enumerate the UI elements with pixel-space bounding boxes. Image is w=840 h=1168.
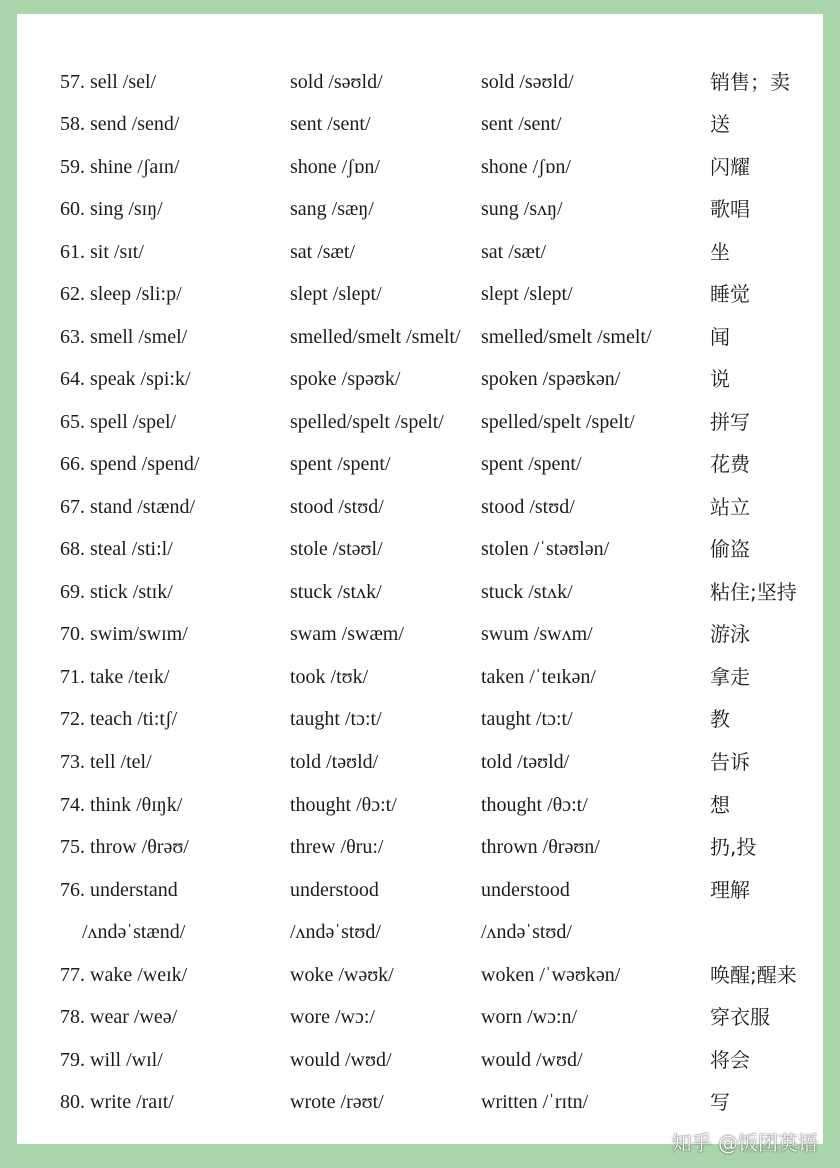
past-tense: taught /tɔ:t/ — [290, 708, 382, 730]
table-row — [17, 492, 823, 522]
base-form: 74. think /θɪŋk/ — [60, 794, 183, 816]
chinese-meaning: 站立 — [710, 495, 750, 519]
table-row — [17, 364, 823, 394]
base-form: 63. smell /smel/ — [60, 326, 188, 348]
past-tense: spelled/spelt /spelt/ — [290, 411, 444, 433]
base-form: 62. sleep /sli:p/ — [60, 283, 182, 305]
chinese-meaning: 拿走 — [710, 665, 750, 689]
past-tense: smelled/smelt /smelt/ — [290, 326, 461, 348]
chinese-meaning: 粘住;坚持 — [710, 580, 797, 604]
base-form: 80. write /raɪt/ — [60, 1091, 174, 1113]
past-tense: sat /sæt/ — [290, 241, 356, 263]
table-row — [17, 534, 823, 564]
base-form: 71. take /teɪk/ — [60, 666, 170, 688]
base-form: 70. swim/swɪm/ — [60, 623, 188, 645]
base-form: 57. sell /sel/ — [60, 71, 157, 93]
chinese-meaning: 想 — [710, 793, 730, 817]
chinese-meaning: 扔,投 — [710, 835, 757, 859]
table-row — [17, 1087, 823, 1117]
past-participle: sung /sʌŋ/ — [481, 198, 563, 220]
table-row — [17, 279, 823, 309]
chinese-meaning: 写 — [710, 1090, 730, 1114]
past-participle: told /təʊld/ — [481, 751, 570, 773]
chinese-meaning: 送 — [710, 112, 730, 136]
past-tense: stole /stəʊl/ — [290, 538, 383, 560]
past-participle: spoken /spəʊkən/ — [481, 368, 621, 390]
watermark: 知乎 @饭团英语 — [671, 1131, 818, 1155]
chinese-meaning: 坐 — [710, 240, 730, 264]
chinese-meaning: 偷盗 — [710, 537, 750, 561]
past-participle: sent /sent/ — [481, 113, 562, 135]
past-participle: slept /slept/ — [481, 283, 573, 305]
table-row — [17, 152, 823, 182]
chinese-meaning: 睡觉 — [710, 282, 750, 306]
chinese-meaning: 销售；卖 — [710, 70, 790, 94]
table-row — [17, 875, 823, 905]
table-row — [17, 1045, 823, 1075]
past-tense: stood /stʊd/ — [290, 496, 384, 518]
past-participle: swum /swʌm/ — [481, 623, 593, 645]
past-participle: spelled/spelt /spelt/ — [481, 411, 635, 433]
base-form: 75. throw /θrəʊ/ — [60, 836, 189, 858]
past-tense: thought /θɔ:t/ — [290, 794, 397, 816]
base-form: 59. shine /ʃaɪn/ — [60, 156, 180, 178]
table-row — [17, 237, 823, 267]
base-form: 77. wake /weɪk/ — [60, 964, 188, 986]
past-tense: took /tʊk/ — [290, 666, 369, 688]
past-tense: would /wʊd/ — [290, 1049, 392, 1071]
chinese-meaning: 穿衣服 — [710, 1005, 770, 1029]
table-row-continuation — [17, 917, 823, 947]
past-participle: stood /stʊd/ — [481, 496, 575, 518]
past-participle: written /ˈrɪtn/ — [481, 1091, 589, 1113]
chinese-meaning: 游泳 — [710, 622, 750, 646]
table-row — [17, 322, 823, 352]
past-tense: understood — [290, 879, 379, 901]
base-form: 61. sit /sɪt/ — [60, 241, 144, 263]
past-participle: shone /ʃɒn/ — [481, 156, 571, 178]
chinese-meaning: 教 — [710, 707, 730, 731]
past-participle: taught /tɔ:t/ — [481, 708, 573, 730]
base-form: 69. stick /stɪk/ — [60, 581, 173, 603]
past-tense: wrote /rəʊt/ — [290, 1091, 384, 1113]
past-participle: sold /səʊld/ — [481, 71, 574, 93]
base-form: 79. will /wɪl/ — [60, 1049, 163, 1071]
table-row — [17, 449, 823, 479]
past-participle-phonetic: /ʌndəˈstʊd/ — [481, 921, 572, 943]
base-form: 64. speak /spi:k/ — [60, 368, 191, 390]
table-row — [17, 832, 823, 862]
past-tense-phonetic: /ʌndəˈstʊd/ — [290, 921, 381, 943]
past-participle: worn /wɔ:n/ — [481, 1006, 578, 1028]
past-participle: stuck /stʌk/ — [481, 581, 573, 603]
past-tense: spent /spent/ — [290, 453, 391, 475]
past-tense: spoke /spəʊk/ — [290, 368, 401, 390]
past-participle: spent /spent/ — [481, 453, 582, 475]
base-form: 60. sing /sɪŋ/ — [60, 198, 163, 220]
past-participle: understood — [481, 879, 570, 901]
past-tense: sent /sent/ — [290, 113, 371, 135]
chinese-meaning: 闻 — [710, 325, 730, 349]
word-list-page — [17, 14, 823, 1144]
chinese-meaning: 拼写 — [710, 410, 750, 434]
table-row — [17, 790, 823, 820]
past-tense: stuck /stʌk/ — [290, 581, 382, 603]
past-participle: thought /θɔ:t/ — [481, 794, 588, 816]
base-form: 73. tell /tel/ — [60, 751, 152, 773]
table-row — [17, 704, 823, 734]
table-row — [17, 577, 823, 607]
chinese-meaning: 花费 — [710, 452, 750, 476]
past-participle: smelled/smelt /smelt/ — [481, 326, 652, 348]
base-form: 76. understand — [60, 879, 178, 901]
table-row — [17, 747, 823, 777]
base-form: 68. steal /sti:l/ — [60, 538, 173, 560]
past-tense: woke /wəʊk/ — [290, 964, 394, 986]
past-participle: thrown /θrəʊn/ — [481, 836, 600, 858]
past-participle: stolen /ˈstəʊlən/ — [481, 538, 610, 560]
base-form-phonetic: /ʌndəˈstænd/ — [82, 921, 186, 943]
base-form: 78. wear /weə/ — [60, 1006, 178, 1028]
chinese-meaning: 将会 — [710, 1048, 750, 1072]
table-row — [17, 194, 823, 224]
chinese-meaning: 告诉 — [710, 750, 750, 774]
table-row — [17, 960, 823, 990]
base-form: 67. stand /stænd/ — [60, 496, 196, 518]
past-tense: shone /ʃɒn/ — [290, 156, 380, 178]
past-tense: sold /səʊld/ — [290, 71, 383, 93]
chinese-meaning: 闪耀 — [710, 155, 750, 179]
past-tense: told /təʊld/ — [290, 751, 379, 773]
chinese-meaning: 说 — [710, 367, 730, 391]
table-row — [17, 1002, 823, 1032]
base-form: 72. teach /ti:tʃ/ — [60, 708, 178, 730]
past-tense: sang /sæŋ/ — [290, 198, 374, 220]
table-row — [17, 407, 823, 437]
base-form: 58. send /send/ — [60, 113, 180, 135]
table-row — [17, 109, 823, 139]
chinese-meaning: 唤醒;醒来 — [710, 963, 797, 987]
table-row — [17, 67, 823, 97]
chinese-meaning: 歌唱 — [710, 197, 750, 221]
past-participle: taken /ˈteɪkən/ — [481, 666, 596, 688]
base-form: 66. spend /spend/ — [60, 453, 200, 475]
past-tense: wore /wɔ:/ — [290, 1006, 375, 1028]
base-form: 65. spell /spel/ — [60, 411, 177, 433]
past-participle: would /wʊd/ — [481, 1049, 583, 1071]
table-row — [17, 619, 823, 649]
past-tense: swam /swæm/ — [290, 623, 404, 645]
past-participle: woken /ˈwəʊkən/ — [481, 964, 621, 986]
past-tense: threw /θru:/ — [290, 836, 384, 858]
table-row — [17, 662, 823, 692]
past-tense: slept /slept/ — [290, 283, 382, 305]
past-participle: sat /sæt/ — [481, 241, 547, 263]
chinese-meaning: 理解 — [710, 878, 750, 902]
